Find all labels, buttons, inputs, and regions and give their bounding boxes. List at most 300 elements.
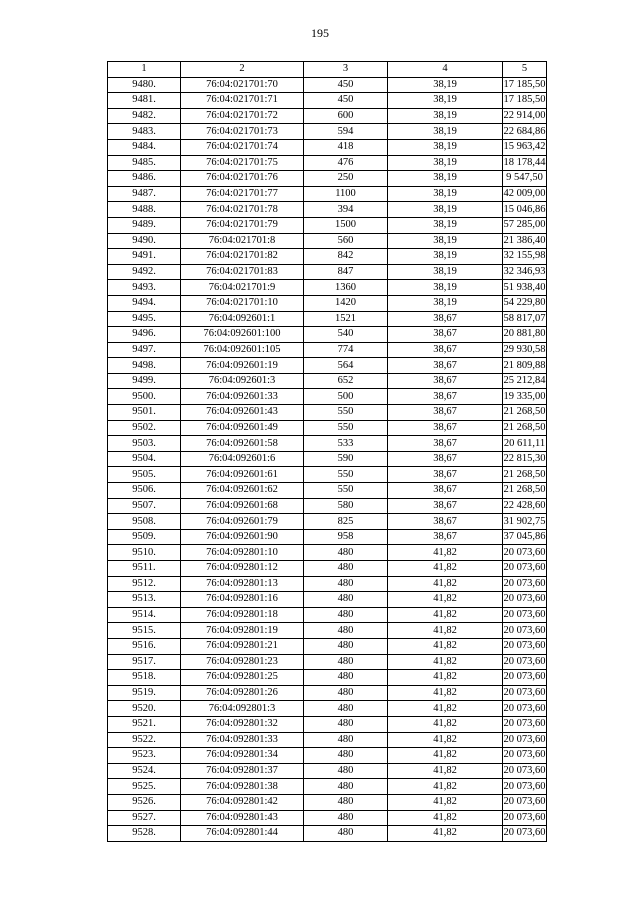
value-cell: 21 268,50	[503, 467, 547, 483]
value-cell: 9 547,50	[503, 171, 547, 187]
cadastral-number-cell: 76:04:092601:6	[181, 451, 304, 467]
row-number-cell: 9483.	[108, 124, 181, 140]
area-cell: 480	[304, 638, 388, 654]
table-row	[108, 529, 547, 545]
value-cell: 20 073,60	[503, 545, 547, 561]
cadastral-number-cell: 76:04:021701:78	[181, 202, 304, 218]
value-cell: 37 045,86	[503, 529, 547, 545]
area-cell: 825	[304, 514, 388, 530]
area-cell: 842	[304, 249, 388, 265]
row-number-cell: 9527.	[108, 810, 181, 826]
value-cell: 20 073,60	[503, 701, 547, 717]
area-cell: 600	[304, 108, 388, 124]
rate-cell: 38,67	[388, 358, 503, 374]
cadastral-number-cell: 76:04:092801:44	[181, 826, 304, 842]
table-row	[108, 467, 547, 483]
rate-cell: 38,19	[388, 171, 503, 187]
table-row	[108, 389, 547, 405]
cadastral-number-cell: 76:04:092601:90	[181, 529, 304, 545]
table-row	[108, 420, 547, 436]
rate-cell: 38,19	[388, 77, 503, 93]
rate-cell: 38,67	[388, 342, 503, 358]
area-cell: 450	[304, 77, 388, 93]
row-number-cell: 9511.	[108, 561, 181, 577]
rate-cell: 41,82	[388, 592, 503, 608]
cadastral-number-cell: 76:04:092601:1	[181, 311, 304, 327]
rate-cell: 41,82	[388, 716, 503, 732]
value-cell: 17 185,50	[503, 93, 547, 109]
cadastral-number-cell: 76:04:092601:100	[181, 327, 304, 343]
rate-cell: 41,82	[388, 763, 503, 779]
value-cell: 20 073,60	[503, 654, 547, 670]
value-cell: 20 073,60	[503, 576, 547, 592]
row-number-cell: 9518.	[108, 670, 181, 686]
rate-cell: 41,82	[388, 794, 503, 810]
column-header: 2	[181, 62, 304, 78]
cadastral-number-cell: 76:04:092801:42	[181, 794, 304, 810]
table-row	[108, 202, 547, 218]
area-cell: 250	[304, 171, 388, 187]
table-row	[108, 93, 547, 109]
rate-cell: 41,82	[388, 810, 503, 826]
table-row	[108, 748, 547, 764]
value-cell: 58 817,07	[503, 311, 547, 327]
row-number-cell: 9499.	[108, 373, 181, 389]
cadastral-number-cell: 76:04:092601:49	[181, 420, 304, 436]
area-cell: 550	[304, 467, 388, 483]
table-row	[108, 779, 547, 795]
column-header: 5	[503, 62, 547, 78]
cadastral-number-cell: 76:04:092801:16	[181, 592, 304, 608]
table-row	[108, 358, 547, 374]
cadastral-number-cell: 76:04:092601:61	[181, 467, 304, 483]
cadastral-number-cell: 76:04:092601:43	[181, 405, 304, 421]
value-cell: 20 073,60	[503, 810, 547, 826]
value-cell: 20 073,60	[503, 670, 547, 686]
row-number-cell: 9480.	[108, 77, 181, 93]
table-header-row	[108, 62, 547, 78]
rate-cell: 41,82	[388, 685, 503, 701]
row-number-cell: 9516.	[108, 638, 181, 654]
table-row	[108, 561, 547, 577]
area-cell: 1500	[304, 217, 388, 233]
cadastral-number-cell: 76:04:021701:75	[181, 155, 304, 171]
row-number-cell: 9504.	[108, 451, 181, 467]
value-cell: 42 009,00	[503, 186, 547, 202]
row-number-cell: 9509.	[108, 529, 181, 545]
table-row	[108, 623, 547, 639]
value-cell: 20 073,60	[503, 794, 547, 810]
rate-cell: 38,19	[388, 108, 503, 124]
table-row	[108, 280, 547, 296]
row-number-cell: 9512.	[108, 576, 181, 592]
value-cell: 20 073,60	[503, 763, 547, 779]
area-cell: 450	[304, 93, 388, 109]
rate-cell: 38,67	[388, 405, 503, 421]
table-row	[108, 514, 547, 530]
table-row	[108, 436, 547, 452]
table-row	[108, 545, 547, 561]
value-cell: 20 073,60	[503, 561, 547, 577]
row-number-cell: 9506.	[108, 483, 181, 499]
value-cell: 20 073,60	[503, 638, 547, 654]
cadastral-number-cell: 76:04:092601:62	[181, 483, 304, 499]
value-cell: 21 268,50	[503, 420, 547, 436]
table-row	[108, 451, 547, 467]
table-row	[108, 108, 547, 124]
row-number-cell: 9522.	[108, 732, 181, 748]
area-cell: 480	[304, 576, 388, 592]
row-number-cell: 9482.	[108, 108, 181, 124]
cadastral-number-cell: 76:04:092801:26	[181, 685, 304, 701]
cadastral-number-cell: 76:04:021701:70	[181, 77, 304, 93]
cadastral-number-cell: 76:04:092601:105	[181, 342, 304, 358]
area-cell: 550	[304, 420, 388, 436]
row-number-cell: 9526.	[108, 794, 181, 810]
rate-cell: 41,82	[388, 701, 503, 717]
row-number-cell: 9515.	[108, 623, 181, 639]
cadastral-number-cell: 76:04:092801:38	[181, 779, 304, 795]
cadastral-number-cell: 76:04:092801:23	[181, 654, 304, 670]
page-number: 195	[311, 26, 329, 40]
cadastral-number-cell: 76:04:092801:43	[181, 810, 304, 826]
area-cell: 590	[304, 451, 388, 467]
rate-cell: 38,67	[388, 498, 503, 514]
area-cell: 480	[304, 623, 388, 639]
value-cell: 22 914,00	[503, 108, 547, 124]
cadastral-number-cell: 76:04:021701:79	[181, 217, 304, 233]
row-number-cell: 9500.	[108, 389, 181, 405]
row-number-cell: 9501.	[108, 405, 181, 421]
row-number-cell: 9496.	[108, 327, 181, 343]
rate-cell: 38,19	[388, 93, 503, 109]
area-cell: 480	[304, 763, 388, 779]
area-cell: 958	[304, 529, 388, 545]
area-cell: 560	[304, 233, 388, 249]
cadastral-number-cell: 76:04:092801:25	[181, 670, 304, 686]
rate-cell: 38,19	[388, 295, 503, 311]
cadastral-number-cell: 76:04:021701:74	[181, 139, 304, 155]
row-number-cell: 9520.	[108, 701, 181, 717]
row-number-cell: 9525.	[108, 779, 181, 795]
table-row	[108, 264, 547, 280]
cadastral-number-cell: 76:04:092601:3	[181, 373, 304, 389]
area-cell: 652	[304, 373, 388, 389]
cadastral-number-cell: 76:04:092801:19	[181, 623, 304, 639]
row-number-cell: 9484.	[108, 139, 181, 155]
value-cell: 20 073,60	[503, 779, 547, 795]
area-cell: 480	[304, 670, 388, 686]
row-number-cell: 9491.	[108, 249, 181, 265]
area-cell: 418	[304, 139, 388, 155]
table-row	[108, 732, 547, 748]
column-header: 3	[304, 62, 388, 78]
area-cell: 550	[304, 483, 388, 499]
rate-cell: 38,19	[388, 202, 503, 218]
rate-cell: 38,19	[388, 264, 503, 280]
rate-cell: 41,82	[388, 748, 503, 764]
row-number-cell: 9502.	[108, 420, 181, 436]
table-row	[108, 654, 547, 670]
area-cell: 480	[304, 561, 388, 577]
table-row	[108, 77, 547, 93]
rate-cell: 41,82	[388, 670, 503, 686]
rate-cell: 38,67	[388, 451, 503, 467]
table-row	[108, 763, 547, 779]
value-cell: 17 185,50	[503, 77, 547, 93]
table-row	[108, 794, 547, 810]
value-cell: 57 285,00	[503, 217, 547, 233]
row-number-cell: 9514.	[108, 607, 181, 623]
area-cell: 394	[304, 202, 388, 218]
row-number-cell: 9493.	[108, 280, 181, 296]
table-row	[108, 483, 547, 499]
table-row	[108, 638, 547, 654]
cadastral-number-cell: 76:04:021701:76	[181, 171, 304, 187]
value-cell: 20 073,60	[503, 716, 547, 732]
row-number-cell: 9510.	[108, 545, 181, 561]
cadastral-number-cell: 76:04:021701:8	[181, 233, 304, 249]
cadastral-number-cell: 76:04:092801:37	[181, 763, 304, 779]
table-row	[108, 685, 547, 701]
rate-cell: 41,82	[388, 576, 503, 592]
rate-cell: 38,67	[388, 420, 503, 436]
rate-cell: 38,67	[388, 311, 503, 327]
table-row	[108, 716, 547, 732]
value-cell: 15 963,42	[503, 139, 547, 155]
table-row	[108, 233, 547, 249]
table-row	[108, 249, 547, 265]
table-row	[108, 217, 547, 233]
row-number-cell: 9490.	[108, 233, 181, 249]
value-cell: 21 809,88	[503, 358, 547, 374]
table-row	[108, 327, 547, 343]
rate-cell: 38,19	[388, 280, 503, 296]
table-row	[108, 576, 547, 592]
rate-cell: 38,67	[388, 327, 503, 343]
rate-cell: 38,19	[388, 217, 503, 233]
cadastral-number-cell: 76:04:092801:10	[181, 545, 304, 561]
row-number-cell: 9523.	[108, 748, 181, 764]
table-row	[108, 155, 547, 171]
column-header: 4	[388, 62, 503, 78]
table-row	[108, 139, 547, 155]
row-number-cell: 9492.	[108, 264, 181, 280]
value-cell: 31 902,75	[503, 514, 547, 530]
cadastral-number-cell: 76:04:092601:19	[181, 358, 304, 374]
area-cell: 540	[304, 327, 388, 343]
table-row	[108, 670, 547, 686]
row-number-cell: 9528.	[108, 826, 181, 842]
value-cell: 22 428,60	[503, 498, 547, 514]
area-cell: 500	[304, 389, 388, 405]
value-cell: 20 073,60	[503, 685, 547, 701]
area-cell: 594	[304, 124, 388, 140]
rate-cell: 41,82	[388, 545, 503, 561]
area-cell: 480	[304, 810, 388, 826]
value-cell: 20 073,60	[503, 748, 547, 764]
row-number-cell: 9503.	[108, 436, 181, 452]
area-cell: 1521	[304, 311, 388, 327]
row-number-cell: 9485.	[108, 155, 181, 171]
table-row	[108, 826, 547, 842]
rate-cell: 38,19	[388, 249, 503, 265]
rate-cell: 38,19	[388, 155, 503, 171]
row-number-cell: 9513.	[108, 592, 181, 608]
area-cell: 480	[304, 826, 388, 842]
rate-cell: 38,19	[388, 186, 503, 202]
table-row	[108, 186, 547, 202]
value-cell: 20 073,60	[503, 592, 547, 608]
cadastral-number-cell: 76:04:021701:72	[181, 108, 304, 124]
table-row	[108, 295, 547, 311]
value-cell: 32 346,93	[503, 264, 547, 280]
rate-cell: 41,82	[388, 561, 503, 577]
area-cell: 1360	[304, 280, 388, 296]
area-cell: 480	[304, 685, 388, 701]
table-row	[108, 171, 547, 187]
rate-cell: 41,82	[388, 607, 503, 623]
value-cell: 32 155,98	[503, 249, 547, 265]
table-row	[108, 373, 547, 389]
cadastral-number-cell: 76:04:021701:82	[181, 249, 304, 265]
cadastral-number-cell: 76:04:092801:12	[181, 561, 304, 577]
value-cell: 20 073,60	[503, 826, 547, 842]
rate-cell: 41,82	[388, 826, 503, 842]
rate-cell: 41,82	[388, 623, 503, 639]
rate-cell: 38,67	[388, 467, 503, 483]
table-row	[108, 498, 547, 514]
rate-cell: 38,19	[388, 124, 503, 140]
area-cell: 480	[304, 701, 388, 717]
cadastral-number-cell: 76:04:092801:32	[181, 716, 304, 732]
table-row	[108, 592, 547, 608]
cadastral-number-cell: 76:04:092801:18	[181, 607, 304, 623]
rate-cell: 38,19	[388, 139, 503, 155]
table-row	[108, 607, 547, 623]
area-cell: 480	[304, 545, 388, 561]
area-cell: 847	[304, 264, 388, 280]
table-row	[108, 405, 547, 421]
rate-cell: 38,67	[388, 529, 503, 545]
cadastral-number-cell: 76:04:092801:34	[181, 748, 304, 764]
row-number-cell: 9486.	[108, 171, 181, 187]
area-cell: 1100	[304, 186, 388, 202]
value-cell: 20 073,60	[503, 732, 547, 748]
area-cell: 550	[304, 405, 388, 421]
row-number-cell: 9517.	[108, 654, 181, 670]
row-number-cell: 9505.	[108, 467, 181, 483]
area-cell: 480	[304, 794, 388, 810]
table-row	[108, 124, 547, 140]
row-number-cell: 9488.	[108, 202, 181, 218]
row-number-cell: 9481.	[108, 93, 181, 109]
area-cell: 480	[304, 716, 388, 732]
row-number-cell: 9495.	[108, 311, 181, 327]
value-cell: 21 386,40	[503, 233, 547, 249]
cadastral-number-cell: 76:04:092801:13	[181, 576, 304, 592]
row-number-cell: 9524.	[108, 763, 181, 779]
value-cell: 21 268,50	[503, 405, 547, 421]
rate-cell: 38,67	[388, 514, 503, 530]
row-number-cell: 9498.	[108, 358, 181, 374]
cadastral-number-cell: 76:04:021701:9	[181, 280, 304, 296]
area-cell: 1420	[304, 295, 388, 311]
table-row	[108, 311, 547, 327]
rate-cell: 38,19	[388, 233, 503, 249]
rate-cell: 38,67	[388, 389, 503, 405]
value-cell: 51 938,40	[503, 280, 547, 296]
row-number-cell: 9487.	[108, 186, 181, 202]
area-cell: 480	[304, 654, 388, 670]
value-cell: 18 178,44	[503, 155, 547, 171]
cadastral-number-cell: 76:04:092601:68	[181, 498, 304, 514]
value-cell: 21 268,50	[503, 483, 547, 499]
cadastral-number-cell: 76:04:092601:58	[181, 436, 304, 452]
area-cell: 480	[304, 748, 388, 764]
area-cell: 480	[304, 732, 388, 748]
cadastral-number-cell: 76:04:021701:73	[181, 124, 304, 140]
value-cell: 25 212,84	[503, 373, 547, 389]
cadastral-number-cell: 76:04:021701:10	[181, 295, 304, 311]
row-number-cell: 9507.	[108, 498, 181, 514]
rate-cell: 38,67	[388, 373, 503, 389]
row-number-cell: 9521.	[108, 716, 181, 732]
area-cell: 480	[304, 779, 388, 795]
value-cell: 15 046,86	[503, 202, 547, 218]
rate-cell: 41,82	[388, 779, 503, 795]
table-row	[108, 810, 547, 826]
value-cell: 20 073,60	[503, 607, 547, 623]
value-cell: 20 611,11	[503, 436, 547, 452]
column-header: 1	[108, 62, 181, 78]
value-cell: 19 335,00	[503, 389, 547, 405]
rate-cell: 38,67	[388, 436, 503, 452]
area-cell: 580	[304, 498, 388, 514]
area-cell: 480	[304, 592, 388, 608]
cadastral-number-cell: 76:04:021701:83	[181, 264, 304, 280]
value-cell: 54 229,80	[503, 295, 547, 311]
row-number-cell: 9519.	[108, 685, 181, 701]
value-cell: 20 073,60	[503, 623, 547, 639]
row-number-cell: 9489.	[108, 217, 181, 233]
cadastral-number-cell: 76:04:092601:33	[181, 389, 304, 405]
cadastral-number-cell: 76:04:021701:71	[181, 93, 304, 109]
value-cell: 22 684,86	[503, 124, 547, 140]
rate-cell: 38,67	[388, 483, 503, 499]
cadastral-number-cell: 76:04:021701:77	[181, 186, 304, 202]
row-number-cell: 9497.	[108, 342, 181, 358]
rate-cell: 41,82	[388, 638, 503, 654]
cadastral-number-cell: 76:04:092801:33	[181, 732, 304, 748]
rate-cell: 41,82	[388, 732, 503, 748]
value-cell: 22 815,30	[503, 451, 547, 467]
table-body	[108, 77, 547, 841]
cadastral-number-cell: 76:04:092801:3	[181, 701, 304, 717]
area-cell: 533	[304, 436, 388, 452]
data-table	[107, 61, 547, 842]
rate-cell: 41,82	[388, 654, 503, 670]
area-cell: 476	[304, 155, 388, 171]
area-cell: 774	[304, 342, 388, 358]
area-cell: 480	[304, 607, 388, 623]
row-number-cell: 9508.	[108, 514, 181, 530]
value-cell: 29 930,58	[503, 342, 547, 358]
table-row	[108, 342, 547, 358]
cadastral-number-cell: 76:04:092801:21	[181, 638, 304, 654]
table-row	[108, 701, 547, 717]
row-number-cell: 9494.	[108, 295, 181, 311]
